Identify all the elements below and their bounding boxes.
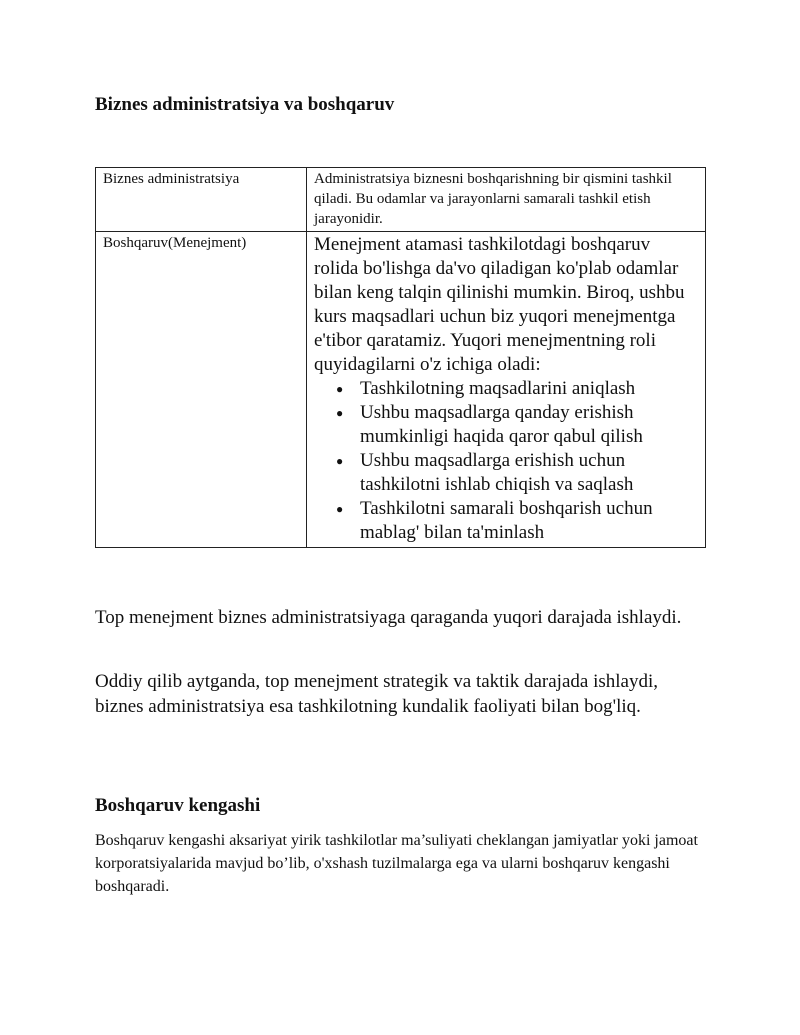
section-heading: Boshqaruv kengashi bbox=[95, 795, 261, 816]
list-item: ● Ushbu maqsadlarga erishish uchun tashkilotni ishlab chiqish va saqlash bbox=[360, 449, 698, 497]
table-cell-definition: Administratsiya biznesni boshqarishning bir qismini tashkil qiladi. Bu odamlar va jarayonlarni samarali tashkil etish jarayonidir. bbox=[307, 168, 706, 232]
list-item: ● Tashkilotning maqsadlarini aniqlash bbox=[360, 377, 698, 401]
paragraph: Oddiy qilib aytganda, top menejment strategik va taktik darajada ishlaydi, biznes administratsiya esa tashkilotning kundalik faoliyati bilan bog'liq. bbox=[95, 671, 658, 717]
table-cell-definition bbox=[307, 232, 706, 548]
bullet-list bbox=[314, 377, 698, 545]
table-cell-term: Boshqaruv(Menejment) bbox=[96, 232, 307, 548]
definitions-table bbox=[95, 167, 706, 548]
table-row bbox=[96, 168, 706, 232]
definition-text: Menejment atamasi tashkilotdagi boshqaruv rolida bo'lishga da'vo qiladigan ko'plab odamlar bilan keng talqin qilinishi mumkin. Biroq, ushbu kurs maqsadlari uchun biz yuqori menejmentga e'tibor qaratamiz. Yuqori menejmentning roli quyidagilarni o'z ichiga oladi: bbox=[314, 234, 685, 375]
list-item: ● Tashkilotni samarali boshqarish uchun mablag' bilan ta'minlash bbox=[360, 497, 698, 545]
section-paragraph: Boshqaruv kengashi aksariyat yirik tashkilotlar ma’suliyati cheklangan jamiyatlar yoki jamoat korporatsiyalarida mavjud bo’lib, o'xshash tuzilmalarga ega va ularni boshqaruv kengashi boshqaradi. bbox=[95, 832, 698, 895]
paragraph: Top menejment biznes administratsiyaga qaraganda yuqori darajada ishlaydi. bbox=[95, 607, 682, 628]
document-title: Biznes administratsiya va boshqaruv bbox=[95, 94, 395, 115]
list-item: ● Ushbu maqsadlarga qanday erishish mumkinligi haqida qaror qabul qilish bbox=[360, 401, 698, 449]
table-row bbox=[96, 232, 706, 548]
table-cell-term: Biznes administratsiya bbox=[96, 168, 307, 232]
